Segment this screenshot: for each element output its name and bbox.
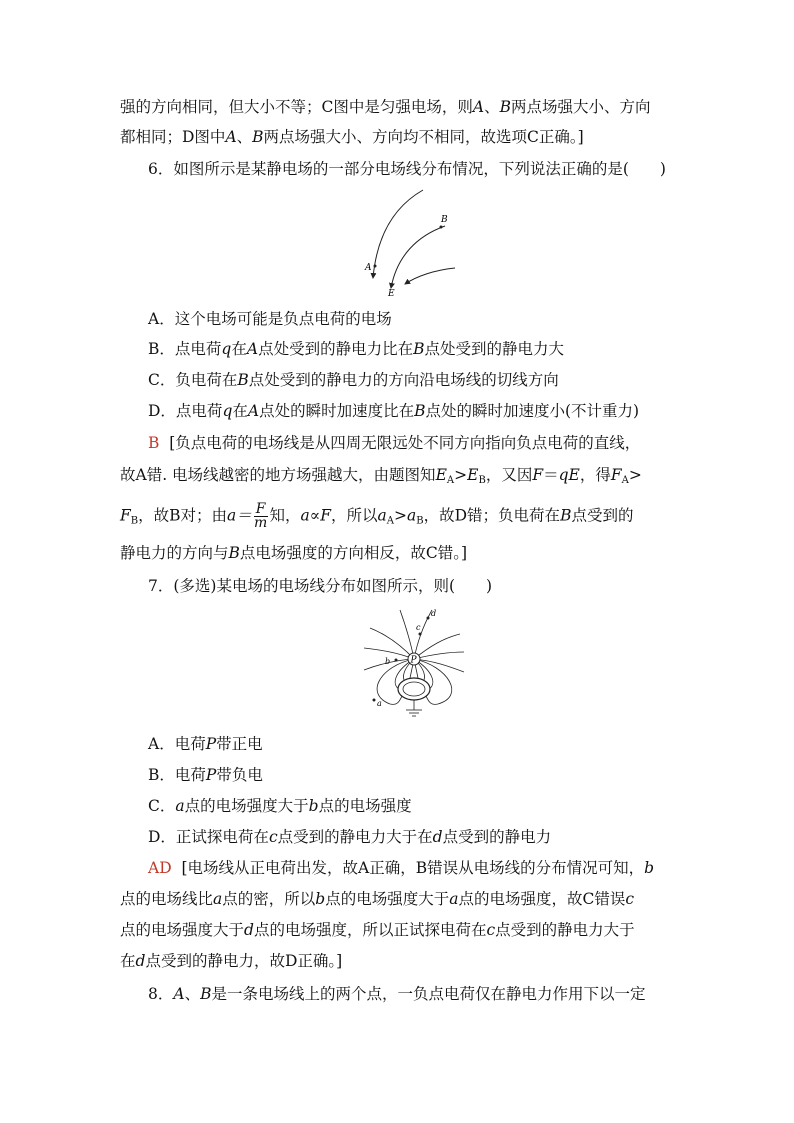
continuation-line-2 (120, 127, 680, 147)
q6-option-a: A．这个电场可能是负点电荷的电场 (148, 310, 392, 328)
q7-explanation-1: AD [电场线从正电荷出发，故A正确，B错误从电场线的分布情况可知，b (148, 859, 655, 877)
point-label: B (499, 98, 511, 116)
q6-option-c: C．负电荷在B点处受到的静电力的方向沿电场线的切线方向 (148, 371, 559, 389)
q7-option-b: B．电荷P带负电 (148, 766, 263, 784)
q7-explanation-2: 点的电场线比a点的密，所以b点的电场强度大于a点的电场强度，故C错误c (120, 890, 635, 908)
continuation-line-1 (120, 97, 680, 117)
q6-option-d: D．点电荷q在A点处的瞬时加速度比在B点处的瞬时加速度小(不计重力) (148, 402, 640, 420)
q7-stem: 7．(多选)某电场的电场线分布如图所示，则( ) (148, 577, 493, 595)
q6-explanation-1: B [负点电荷的电场线是从四周无限远处不同方向指向负点电荷的直线， (148, 434, 641, 452)
fraction-F-over-m: $\frac{F}{m}$ (254, 501, 268, 531)
q6-explanation-4: 静电力的方向与B点电场强度的方向相反，故C错。] (120, 544, 468, 562)
label-c: c (416, 623, 421, 632)
text: 、 (484, 98, 500, 116)
text: 都相同；D图中 (120, 128, 226, 146)
label-d: d (431, 609, 437, 618)
q6-field-lines-figure (355, 186, 465, 298)
point-label: B (252, 128, 264, 146)
label-b: b (385, 657, 391, 666)
point-label: A (225, 128, 237, 146)
field-line-3 (405, 268, 455, 284)
text: 、 (236, 128, 253, 146)
q6-explanation-2: 故A错. 电场线越密的地方场强越大，由题图知$E_A>E_B$，又因F＝qE，得$F_A>$ (120, 466, 642, 486)
q6-answer: B (148, 434, 160, 452)
text: 两点场强大小、方向 (510, 98, 651, 116)
label-a: a (377, 699, 382, 708)
q7-field-lines-figure (360, 604, 468, 722)
field-line-2 (391, 226, 445, 288)
q7-explanation-3: 点的电场强度大于d点的电场强度，所以正试探电荷在c点受到的静电力大于 (120, 921, 635, 939)
q7-answer: AD (148, 859, 172, 877)
text: 两点场强大小、方向均不相同，故选项C正确。] (263, 128, 584, 146)
q6-option-b: B．点电荷q在A点处受到的静电力比在B点处受到的静电力大 (148, 340, 564, 358)
q7-option-d: D．正试探电荷在c点受到的静电力大于在d点受到的静电力 (148, 828, 552, 846)
field-line-1 (373, 190, 423, 278)
label-E: E (388, 289, 395, 298)
q6-stem: 6．如图所示是某静电场的一部分电场线分布情况，下列说法正确的是( ) (148, 160, 666, 178)
label-P: P (410, 655, 417, 666)
q7-option-c: C．a点的电场强度大于b点的电场强度 (148, 797, 412, 815)
q7-explanation-4: 在d点受到的静电力，故D正确。] (120, 952, 343, 970)
q7-option-a: A．电荷P带正电 (148, 735, 263, 753)
text: 强的方向相同，但大小不等；C图中是匀强电场，则 (120, 98, 473, 116)
q8-stem: 8．A、B是一条电场线上的两个点，一负点电荷仅在静电力作用下以一定 (148, 985, 646, 1003)
q6-explanation-3: $F_B$，故B对；由a＝ $\frac{F}{m}$ 知，a∝F，所以$a_A>a_B$，故D错；负电荷在B点受到的 (120, 501, 634, 531)
point-label: A (472, 98, 485, 116)
label-A: A (365, 263, 372, 273)
label-B: B (441, 215, 448, 225)
